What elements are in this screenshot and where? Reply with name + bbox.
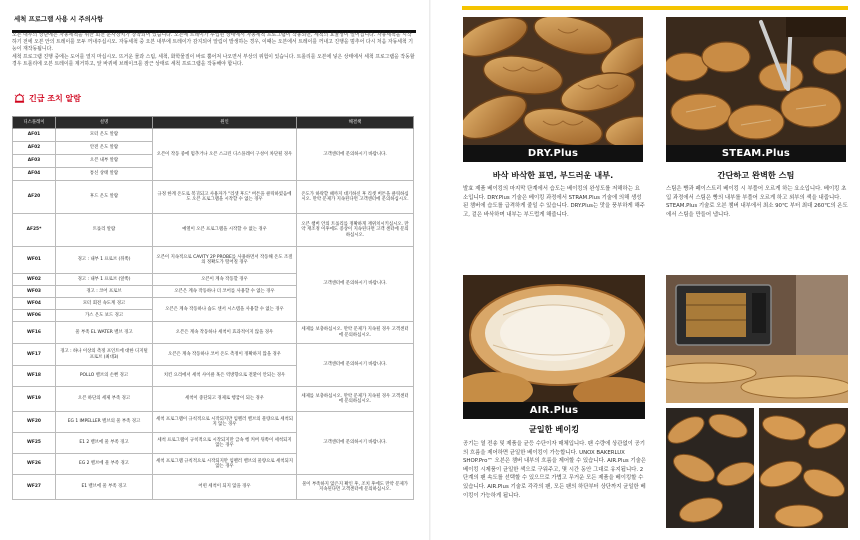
cause-cell: 규정 한계 온도로 복귀되고 사용자가 "리셋 후드" 버튼을 클릭하였음에도 오븐 프로그램을 시작할 수 없는 경우 <box>153 181 297 214</box>
croissant-photo <box>463 17 643 145</box>
desc-cell: 모터 회전 속도계 경고 <box>56 298 153 310</box>
accent-bar <box>462 6 848 10</box>
code-cell: AF20 <box>13 181 56 214</box>
solution-cell: 오븐 챔버 안의 트롤리를 정확하게 재위치시키십시오. 만약 재조정 이후에도 증상이 지속된다면 고객 센터에 문의하십시오. <box>297 214 414 247</box>
alarm-table <box>12 116 414 500</box>
cause-cell: 오븐은 계속 작동하나 코어 온도 측정이 정확하지 않을 경우 <box>153 344 297 366</box>
code-cell: WF25 <box>13 433 56 454</box>
alarm-bell-icon <box>14 93 25 104</box>
code-cell: AF01 <box>13 129 56 142</box>
code-cell: AF03 <box>13 155 56 168</box>
cause-cell: 세척 프로그램이 규칙적으로 시작되지만 급속 헹 커버 뒤쪽이 세척되지 않는 경우 <box>153 433 297 454</box>
code-cell: WF19 <box>13 387 56 412</box>
intro-paragraph-1: 오븐 내부의 상단에는 자동세척을 위한 회전 분사장치가 장착되어 있습니다. 오븐에 트레이가 투입된 상태에서 자동세척 프로그램이 작동되면, 세척의 효율성이 떨어집니다. 자동세척을 시작하기 전에 오븐 안의 트레이를 모두 꺼내주십시오. 자동세척 중 오븐 내부에 트레이가 감지되어 알림이 발생하는 경우, 이때는 오븐에서 트레이를 꺼내고 진행을 멈추어 다시 처음 자동세척 기능이 재작동됩니다. <box>12 32 414 53</box>
cause-cell: 세척 프로그램 규칙적으로 시작되지만 임펠러 밸브의 물량으로 세척되지 않는 경우 <box>153 454 297 475</box>
steam-heading: 간단하고 완벽한 스팀 <box>717 170 795 180</box>
desc-cell: 경고 : 코어 프로브 <box>56 286 153 298</box>
desc-cell: POLLO 밸브의 손뻔 경고 <box>56 366 153 387</box>
code-cell: WF02 <box>13 274 56 286</box>
desc-cell: EG 2 밸브에 물 부족 경고 <box>56 454 153 475</box>
croissant-tray-illustration-2 <box>759 408 848 528</box>
desc-cell: E1 밸브에 물 부족 경고 <box>56 475 153 500</box>
cause-cell: 오븐이 작동 중에 멈추거나 오븐 스크린 디스플레이 구성이 차단될 경우 <box>153 129 297 181</box>
desc-cell: 물 부족 EL WATER 밸브 경고 <box>56 322 153 344</box>
danish-pastry-illustration <box>463 275 645 403</box>
solution-cell: 세제를 보충하십시오. 만약 문제가 지속될 경우 고객센터에 문의하십시오. <box>297 322 414 344</box>
solution-cell: 고객센터에 문의하시기 바랍니다. <box>297 412 414 475</box>
desc-cell: 경고 : 내부 1 프로브 (앞쪽) <box>56 274 153 286</box>
desc-cell: 통신 상태 알람 <box>56 168 153 181</box>
alarm-title: 긴급 조치 알람 <box>29 94 81 103</box>
code-cell: WF26 <box>13 454 56 475</box>
intro-paragraph-2: 세척 프로그램 진행 중에는 도어를 열지 마십시오. 뜨거운 물과 스팀, 세척, 화학물질이 바로 뿜어져 나오면서 부상의 위험이 있습니다. 트롤리를 오븐에 넣은 상태에서 세척 프로그램을 작동할 경우 트롤리에 오븐 트레이를 제거하고, 앞 바퀴에 브레이크를 잠근 상태로 세척 프로그램을 작동해야 합니다. <box>12 53 415 67</box>
cause-cell: 오븐은 계속 작동하나 더 코어를 사용할 수 없는 경우 <box>153 286 297 298</box>
code-cell: WF03 <box>13 286 56 298</box>
desc-cell: E1 2 밸브에 물 부족 경고 <box>56 433 153 454</box>
croissant-tray-photo-1 <box>666 408 754 528</box>
cause-cell: 오븐이 계속 작동할 경우 <box>153 274 297 286</box>
code-cell: WF27 <box>13 475 56 500</box>
danish-pastry-photo <box>463 275 645 403</box>
solution-cell: 물이 부족하지 않은지 확인 후, 조치 후에도 만약 문제가 지속된다면 고객센터에 문의하십시오. <box>297 475 414 500</box>
table-row <box>13 344 414 366</box>
dry-heading: 바삭 바삭한 표면, 부드러운 내부. <box>492 170 614 180</box>
desc-cell: 경고 : 하나 이상의 측정 포인트에 대한 디지털 프로브 (최대3) <box>56 344 153 366</box>
table-row <box>13 247 414 274</box>
intro-text <box>12 32 416 68</box>
desc-cell: 트롤리 알람 <box>56 214 153 247</box>
croissant-illustration <box>463 17 643 145</box>
page-gutter <box>429 0 431 540</box>
air-plus-band: AIR.Plus <box>463 402 645 419</box>
section-title: 세척 프로그램 사용 시 주의사항 <box>14 15 104 23</box>
solution-cell: 온도가 하락할 때까지 대기하신 후 리셋 버튼을 클릭하십시오. 만약 문제가 지속된다면 고객센터에 문의하십시오. <box>297 181 414 214</box>
desc-cell: 오븐 하단의 세제 부족 경고 <box>56 387 153 412</box>
desc-cell: 모터 온도 알람 <box>56 129 153 142</box>
table-row <box>13 214 414 247</box>
code-cell: WF18 <box>13 366 56 387</box>
croissant-tray-illustration-1 <box>666 408 754 528</box>
solution-cell: 고객센터에 문의하시기 바랍니다. <box>297 129 414 181</box>
code-cell: WF01 <box>13 247 56 274</box>
cause-cell: 세척 프로그램이 규칙적으로 시작되지만 임펠러 밸브의 물량으로 세척되지 않는 경우 <box>153 412 297 433</box>
cause-cell: 오븐은 계속 작동하나 세척이 효과적이지 않을 경우 <box>153 322 297 344</box>
oven-illustration <box>666 275 848 403</box>
solution-cell: 고객센터에 문의하시기 바랍니다. <box>297 344 414 387</box>
desc-cell: 경고 : 내부 1 프로브 (뒤쪽) <box>56 247 153 274</box>
pastry-tongs-photo <box>666 17 846 145</box>
desc-cell: 오븐 내부 알람 <box>56 155 153 168</box>
pastry-tongs-illustration <box>666 17 846 145</box>
solution-cell: 세제를 보충하십시오. 만약 문제가 지속될 경우 고객센터에 문의하십시오. <box>297 387 414 412</box>
col-header-display: 디스플레이 <box>13 117 56 129</box>
air-heading: 균일한 베이킹 <box>528 424 580 434</box>
oven-photo <box>666 275 848 403</box>
cause-cell: 예열이 오븐 프로그램을 시작할 수 없는 경우 <box>153 214 297 247</box>
desc-cell: EG 1 IMPELLER 밸브의 물 부족 경고 <box>56 412 153 433</box>
table-row <box>13 387 414 412</box>
table-row <box>13 412 414 433</box>
code-cell: AF04 <box>13 168 56 181</box>
code-cell: WF06 <box>13 310 56 322</box>
code-cell: WF16 <box>13 322 56 344</box>
code-cell: AF25* <box>13 214 56 247</box>
table-header-row <box>13 117 414 129</box>
cause-cell: 치킨 요리에서 세척 사이클 혹은 역방향으로 전환이 안되는 경우 <box>153 366 297 387</box>
col-header-cause: 원인 <box>153 117 297 129</box>
solution-cell: 고객센터에 문의하시기 바랍니다. <box>297 247 414 322</box>
steam-plus-band: STEAM.Plus <box>666 145 846 162</box>
table-row <box>13 129 414 142</box>
code-cell: AF02 <box>13 142 56 155</box>
cause-cell: 어떤 세척이 되지 않을 경우 <box>153 475 297 500</box>
col-header-solution: 해결책 <box>297 117 414 129</box>
dry-plus-band: DRY.Plus <box>463 145 643 162</box>
code-cell: WF04 <box>13 298 56 310</box>
croissant-tray-photo-2 <box>759 408 848 528</box>
col-header-description: 설명 <box>56 117 153 129</box>
cause-cell: 세척이 중단되고 경제로 헹굼이 되는 경우 <box>153 387 297 412</box>
table-row <box>13 322 414 344</box>
cause-cell: 오븐은 계속 작동하나 습도 센서 시스템을 사용할 수 없는 경우 <box>153 298 297 322</box>
table-row <box>13 181 414 214</box>
desc-cell: 가스 온도 보드 경고 <box>56 310 153 322</box>
desc-cell: 후드 온도 알람 <box>56 181 153 214</box>
alarm-heading <box>14 93 81 104</box>
dry-body: 발효 제품 베이킹의 마지막 단계에서 습도는 베이킹의 완성도를 저해하는 요소입니다. DRY.Plus 기술은 베이킹 과정에서 STRAM.Plus 기술에 의해 생성된 챔버에 습도를 급격하게 줄일 수 있습니다. DRY.Plus는 맛을 풍부하게 해주고, 겉은 바삭하며 내부는 부드럽게 해줍니다. <box>463 186 645 218</box>
code-cell: WF17 <box>13 344 56 366</box>
code-cell: WF20 <box>13 412 56 433</box>
cause-cell: 오븐이 지속적으로 CAVITY 2P PROBE를 사용하면서 작동해 온도 조절의 정확도가 떨어질 경우 <box>153 247 297 274</box>
desc-cell: 안전 온도 알람 <box>56 142 153 155</box>
air-body: 공기는 열 전송 및 제품을 균등 수단이자 매체입니다. 팬 수량에 상관없이 공기의 흐름을 제어하면 균일한 베이킹이 가능합니다. UNOX BAKERLUX SHOP.Pro™ 오븐은 챔버 내부의 흐름을 제어할 수 있습니다. AIR.Plus 기술은 베이킹 시제품이 균일한 색으로 구워주고, 몇 시간 동안 그대로 유지됩니다. 2단계의 팬 속도를 선택할 수 있으므로 가볍고 무거운 모든 제품을 베이킹할 수 있습니다. AIR.Plus 기술로 각각의 팬, 모든 팬의 하단부터 상단까지 균일한 베이킹이 가능하게 됩니다. <box>463 441 646 499</box>
table-row <box>13 475 414 500</box>
steam-body: 스팀은 빵과 페이스트리 베이킹 시 부풀어 오르게 하는 요소입니다. 베이킹 초입 과정에서 스팀은 빵의 내부를 부풀어 오르게 하고 외부의 색을 내줍니다. STEAM.Plus 기술로 오븐 챔버 내부에서 최소 90℃ 부터 최대 260℃의 온도에서 스팀을 만들어 냅니다. <box>666 186 848 218</box>
